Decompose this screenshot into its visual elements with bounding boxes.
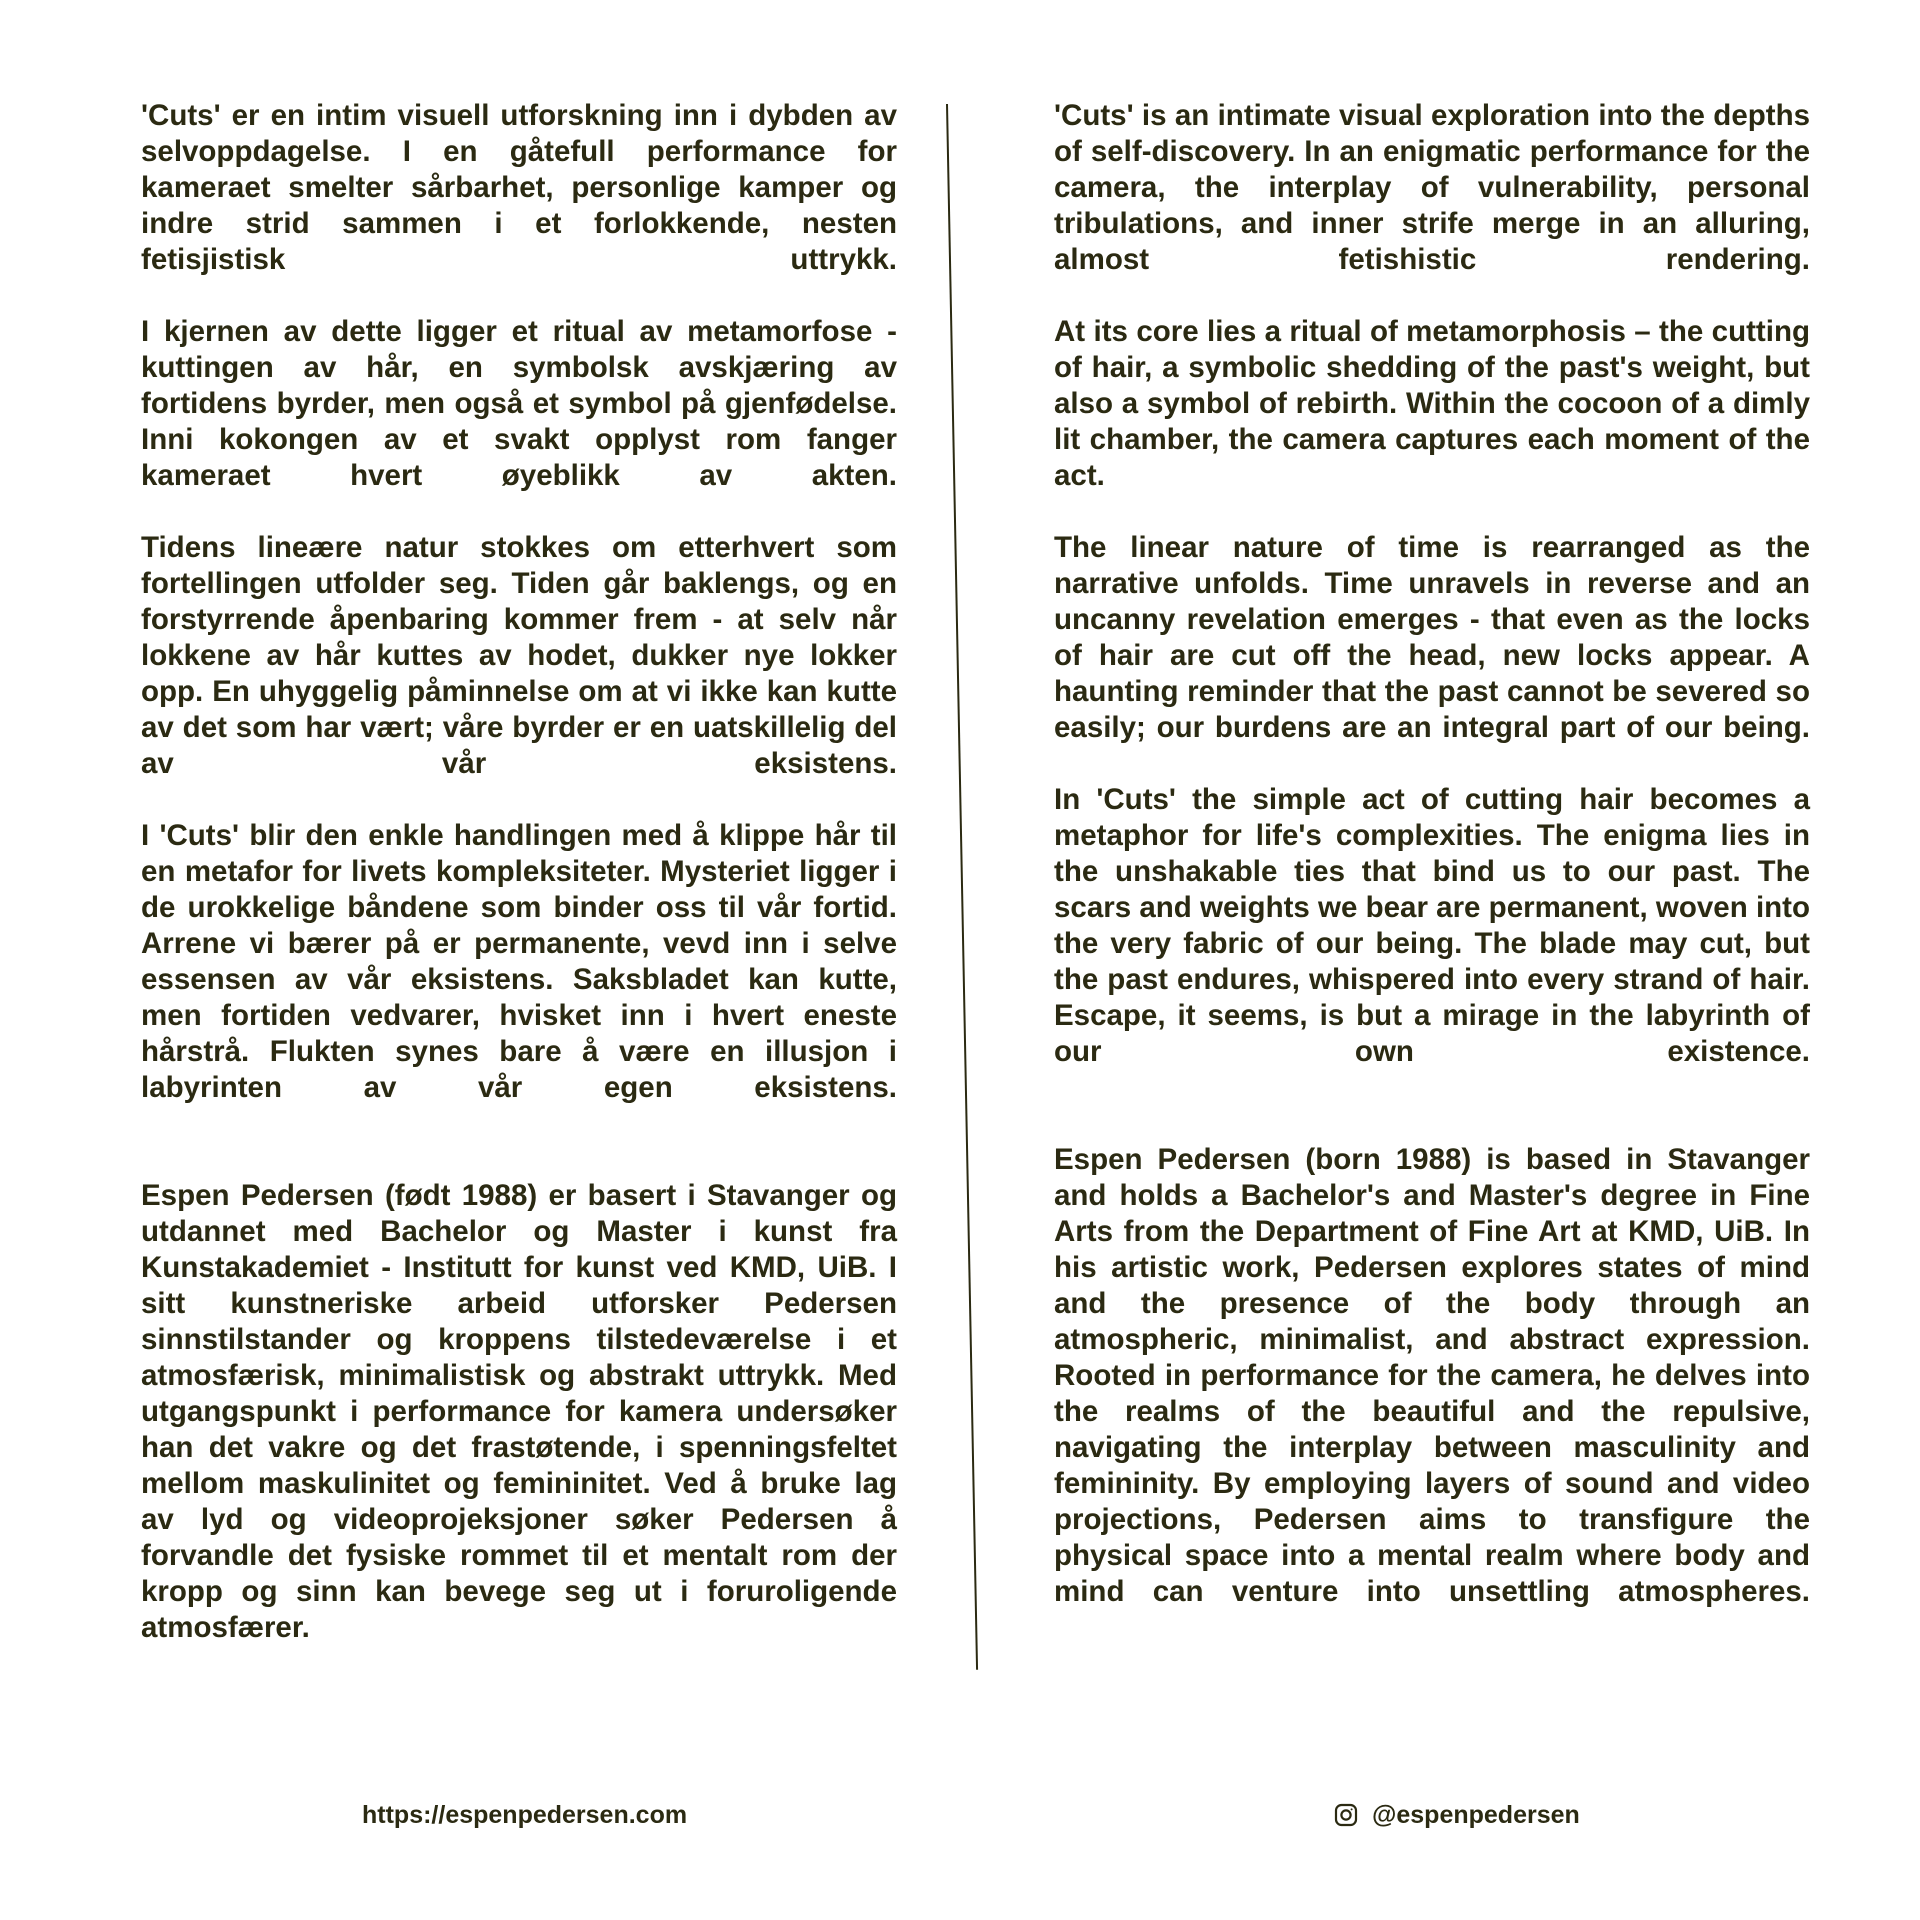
instagram-icon (1334, 1803, 1358, 1827)
english-artist-bio: Espen Pedersen (born 1988) is based in Stavanger and holds a Bachelor's and Master's degree in Fine Arts from the Department of Fine Art at KMD, UiB. In his artistic work, Pedersen explores states of mind and the presence of the body through an atmospheric, minimalist, and abstract expression. Rooted in performance for the camera, he delves into the realms of the beautiful and the repulsive, navigating the interplay between masculinity and femininity. By employing layers of sound and video projections, Pedersen aims to transfigure the physical space into a mental realm where body and mind can venture into unsettling atmospheres. (1054, 1143, 1810, 1608)
norwegian-paragraph-2: I kjernen av dette ligger et ritual av metamorfose - kuttingen av hår, en symbolsk avskjæring av fortidens byrder, men også et symbol på gjenfødelse. Inni kokongen av et svakt opplyst rom fanger kameraet hvert øyeblikk av akten. (141, 315, 897, 492)
english-paragraph-2: At its core lies a ritual of metamorphosis – the cutting of hair, a symbolic shedding of the past's weight, but also a symbol of rebirth. Within the cocoon of a dimly lit chamber, the camera captures each moment of the act. (1054, 315, 1810, 492)
norwegian-paragraph-1: 'Cuts' er en intim visuell utforskning inn i dybden av selvoppdagelse. I en gåtefull performance for kameraet smelter sårbarhet, personlige kamper og indre strid sammen i et forlokkende, nesten fetisjistisk uttrykk. (141, 99, 897, 276)
instagram-handle: @espenpedersen (1372, 1801, 1580, 1829)
norwegian-artist-bio: Espen Pedersen (født 1988) er basert i Stavanger og utdannet med Bachelor og Master i kunst fra Kunstakademiet - Institutt for kunst ved KMD, UiB. I sitt kunstneriske arbeid utforsker Pedersen sinnstilstander og kroppens tilstedeværelse i et atmosfærisk, minimalistisk og abstrakt uttrykk. Med utgangspunkt i performance for kamera undersøker han det vakre og det frastøtende, i spenningsfeltet mellom maskulinitet og femininitet. Ved å bruke lag av lyd og videoprojeksjoner søker Pedersen å forvandle det fysiske rommet til et mentalt rom der kropp og sinn kan bevege seg ut i foruroligende atmosfærer. (141, 1179, 897, 1644)
instagram-link[interactable] (1334, 1800, 1580, 1830)
english-paragraph-4: In 'Cuts' the simple act of cutting hair becomes a metaphor for life's complexities. The enigma lies in the unshakable ties that bind us to our past. The scars and weights we bear are permanent, woven into the very fabric of our being. The blade may cut, but the past endures, whispered into every strand of hair. Escape, it seems, is but a mirage in the labyrinth of our own existence. (1054, 783, 1810, 1068)
english-paragraph-1: 'Cuts' is an intimate visual exploration into the depths of self-discovery. In an enigmatic performance for the camera, the interplay of vulnerability, personal tribulations, and inner strife merge in an alluring, almost fetishistic rendering. (1054, 99, 1810, 276)
norwegian-paragraph-3: Tidens lineære natur stokkes om etterhvert som fortellingen utfolder seg. Tiden går baklengs, og en forstyrrende åpenbaring kommer frem - at selv når lokkene av hår kuttes av hodet, dukker nye lokker opp. En uhyggelig påminnelse om at vi ikke kan kutte av det som har vært; våre byrder er en uatskillelig del av vår eksistens. (141, 531, 897, 780)
english-text-column (1054, 98, 1810, 1646)
english-paragraph-3: The linear nature of time is rearranged as the narrative unfolds. Time unravels in reverse and an uncanny revelation emerges - that even as the locks of hair are cut off the head, new locks appear. A haunting reminder that the past cannot be severed so easily; our burdens are an integral part of our being. (1054, 531, 1810, 744)
norwegian-text-column (141, 98, 897, 1682)
norwegian-paragraph-4: I 'Cuts' blir den enkle handlingen med å klippe hår til en metafor for livets kompleksiteter. Mysteriet ligger i de urokkelige båndene som binder oss til vår fortid. Arrene vi bærer på er permanente, vevd inn i selve essensen av vår eksistens. Saksbladet kan kutte, men fortiden vedvarer, hvisket inn i hvert eneste hårstrå. Flukten synes bare å være en illusjon i labyrinten av vår egen eksistens. (141, 819, 897, 1104)
column-divider (946, 104, 978, 1670)
website-link[interactable]: https://espenpedersen.com (362, 1801, 688, 1829)
